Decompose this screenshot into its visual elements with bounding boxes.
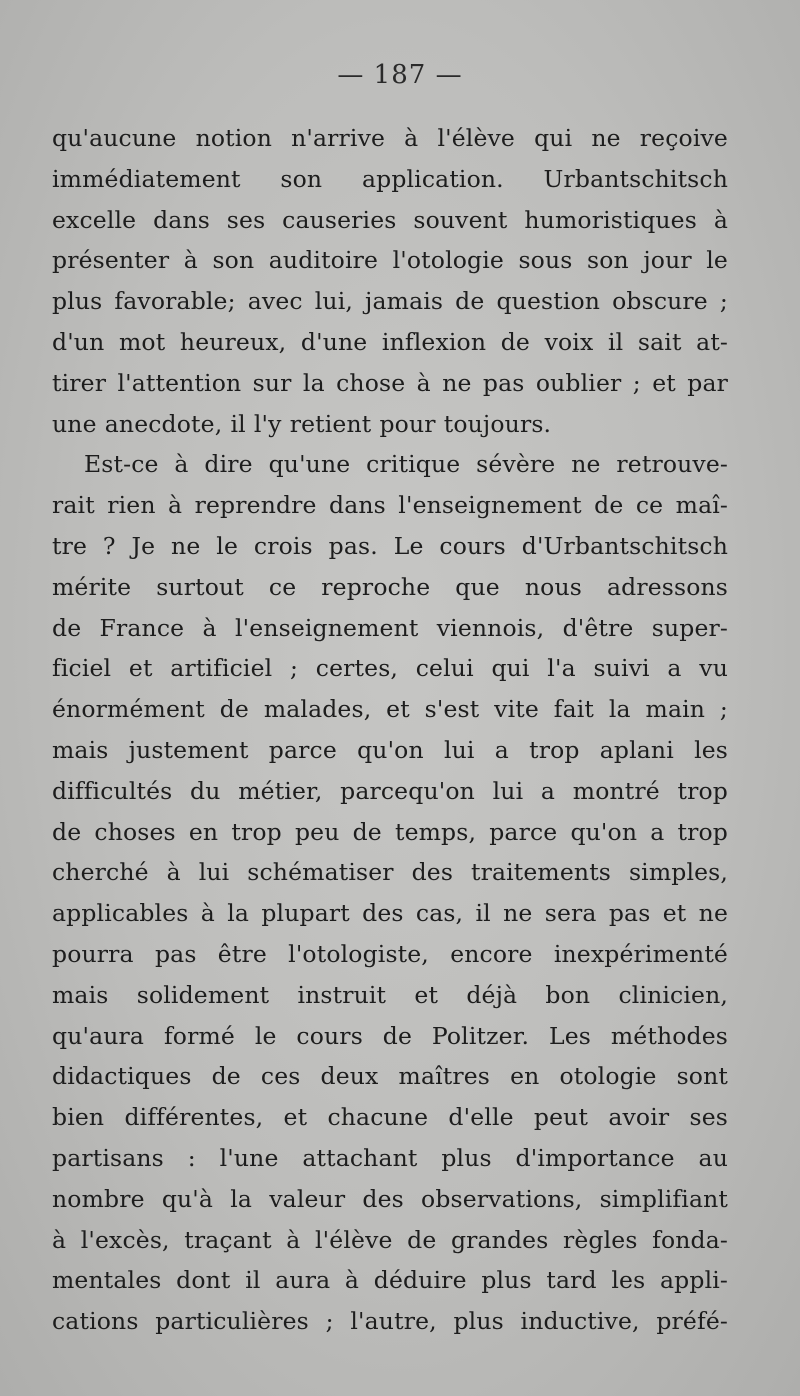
paragraph bbox=[52, 444, 728, 1342]
text-line: ficiel et artificiel ; certes, celui qui l'a suivi a vu bbox=[52, 654, 728, 683]
page-number: — 187 — bbox=[337, 60, 463, 90]
text-line: Est-ce à dire qu'une critique sévère ne retrouve- bbox=[84, 450, 728, 479]
text-line: de France à l'enseignement viennois, d'être super- bbox=[52, 613, 728, 642]
text-line: rait rien à reprendre dans l'enseignement de ce maî- bbox=[52, 491, 728, 520]
text-line: mais solidement instruit et déjà bon clinicien, bbox=[52, 980, 728, 1009]
text-line: tre ? Je ne le crois pas. Le cours d'Urbantschitsch bbox=[52, 531, 728, 560]
text-line: de choses en trop peu de temps, parce qu'on a trop bbox=[52, 817, 728, 846]
text-line: plus favorable; avec lui, jamais de question obscure ; bbox=[52, 287, 728, 316]
text-line: nombre qu'à la valeur des observations, simplifiant bbox=[52, 1184, 728, 1213]
text-line: mérite surtout ce reproche que nous adressons bbox=[52, 572, 728, 601]
text-line: d'un mot heureux, d'une inflexion de voix il sait at- bbox=[52, 327, 728, 356]
text-line: cherché à lui schématiser des traitements simples, bbox=[52, 858, 728, 887]
text-line: qu'aucune notion n'arrive à l'élève qui ne reçoive bbox=[52, 124, 728, 152]
text-line: mentales dont il aura à déduire plus tard les appli- bbox=[52, 1266, 728, 1295]
body-text bbox=[52, 118, 728, 1342]
text-line: tirer l'attention sur la chose à ne pas oublier ; et par bbox=[52, 368, 728, 397]
text-line: mais justement parce qu'on lui a trop aplani les bbox=[52, 735, 728, 764]
text-line: qu'aura formé le cours de Politzer. Les méthodes bbox=[52, 1021, 728, 1050]
text-line: présenter à son auditoire l'otologie sous son jour le bbox=[52, 246, 728, 275]
text-line: cations particulières ; l'autre, plus inductive, préfé- bbox=[52, 1307, 728, 1336]
paragraph bbox=[52, 118, 728, 444]
text-line: difficultés du métier, parcequ'on lui a montré trop bbox=[52, 776, 728, 805]
text-line: partisans : l'une attachant plus d'importance au bbox=[52, 1143, 728, 1172]
text-line: applicables à la plupart des cas, il ne sera pas et ne bbox=[52, 899, 728, 928]
text-line: excelle dans ses causeries souvent humoristiques à bbox=[52, 205, 728, 234]
text-line: à l'excès, traçant à l'élève de grandes règles fonda- bbox=[52, 1225, 728, 1254]
text-line: immédiatement son application. Urbantschitsch bbox=[52, 164, 728, 193]
text-line: didactiques de ces deux maîtres en otologie sont bbox=[52, 1062, 728, 1091]
text-line: énormément de malades, et s'est vite fait la main ; bbox=[52, 695, 728, 724]
text-line: bien différentes, et chacune d'elle peut avoir ses bbox=[52, 1103, 728, 1132]
text-line: pourra pas être l'otologiste, encore inexpérimenté bbox=[52, 939, 728, 968]
text-line: une anecdote, il l'y retient pour toujours. bbox=[52, 409, 552, 438]
